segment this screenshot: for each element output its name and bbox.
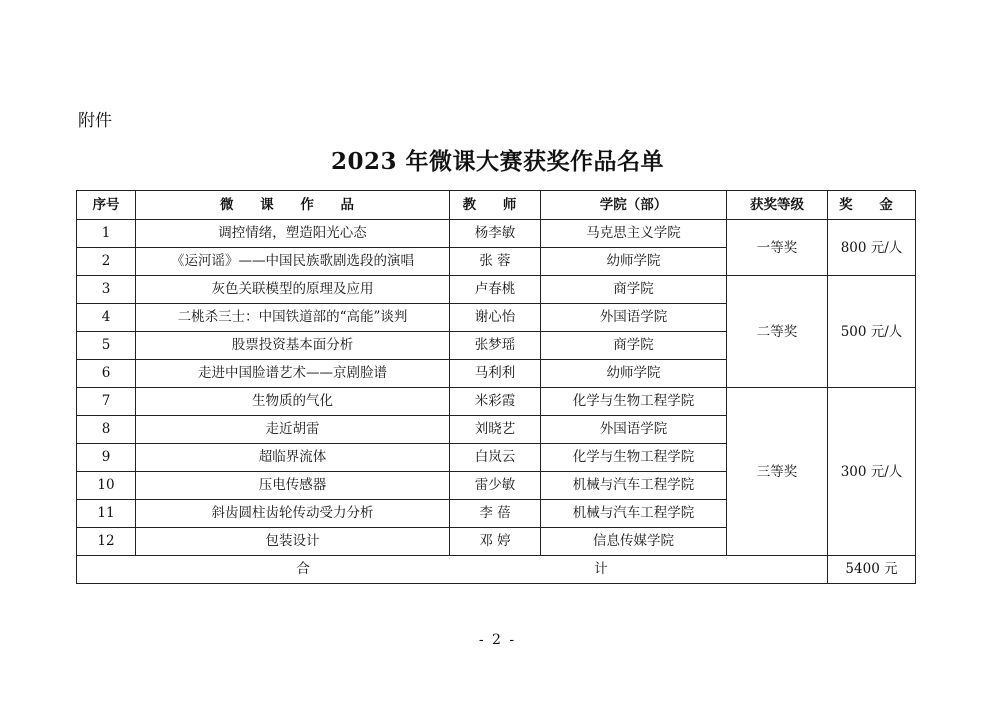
prize-level-third: 三等奖 — [727, 388, 828, 556]
row-no: 6 — [77, 360, 136, 388]
bonus-third: 300 元/人 — [828, 388, 916, 556]
row-college: 化学与生物工程学院 — [541, 388, 727, 416]
header-college: 学院（部） — [541, 191, 727, 220]
prize-level-second: 二等奖 — [727, 276, 828, 388]
row-no: 7 — [77, 388, 136, 416]
row-work: 生物质的气化 — [136, 388, 450, 416]
row-work: 走进中国脸谱艺术——京剧脸谱 — [136, 360, 450, 388]
row-teacher: 杨李敏 — [450, 220, 541, 248]
row-work: 二桃杀三士：中国铁道部的“高能”谈判 — [136, 304, 450, 332]
row-teacher: 李 蓓 — [450, 500, 541, 528]
row-no: 2 — [77, 248, 136, 276]
header-level: 获奖等级 — [727, 191, 828, 220]
row-teacher: 雷少敏 — [450, 472, 541, 500]
row-teacher: 张梦瑶 — [450, 332, 541, 360]
row-no: 5 — [77, 332, 136, 360]
total-row — [77, 556, 916, 584]
row-no: 3 — [77, 276, 136, 304]
row-college: 化学与生物工程学院 — [541, 444, 727, 472]
row-teacher: 张 蓉 — [450, 248, 541, 276]
row-no: 11 — [77, 500, 136, 528]
row-college: 外国语学院 — [541, 304, 727, 332]
row-work: 《运河谣》——中国民族歌剧选段的演唱 — [136, 248, 450, 276]
row-no: 12 — [77, 528, 136, 556]
row-work: 调控情绪，塑造阳光心态 — [136, 220, 450, 248]
row-college: 商学院 — [541, 276, 727, 304]
row-work: 包装设计 — [136, 528, 450, 556]
attachment-label: 附件 — [78, 111, 112, 131]
row-college: 信息传媒学院 — [541, 528, 727, 556]
header-bonus: 奖 金 — [828, 191, 916, 220]
header-teacher: 教 师 — [450, 191, 541, 220]
row-no: 8 — [77, 416, 136, 444]
total-value: 5400 元 — [828, 556, 916, 584]
total-label: 合 计 — [77, 556, 828, 584]
row-teacher: 谢心怡 — [450, 304, 541, 332]
row-teacher: 马利利 — [450, 360, 541, 388]
table-row — [77, 276, 916, 304]
table-row — [77, 220, 916, 248]
row-work: 超临界流体 — [136, 444, 450, 472]
bonus-second: 500 元/人 — [828, 276, 916, 388]
row-teacher: 卢春桃 — [450, 276, 541, 304]
row-work: 股票投资基本面分析 — [136, 332, 450, 360]
row-no: 10 — [77, 472, 136, 500]
row-work: 斜齿圆柱齿轮传动受力分析 — [136, 500, 450, 528]
row-teacher: 白岚云 — [450, 444, 541, 472]
page-number: - 2 - — [478, 632, 517, 648]
row-college: 商学院 — [541, 332, 727, 360]
row-college: 机械与汽车工程学院 — [541, 500, 727, 528]
document-title: 2023 年微课大赛获奖作品名单 — [330, 148, 665, 175]
awards-table — [76, 190, 916, 584]
table-header-row — [77, 191, 916, 220]
row-work: 走近胡雷 — [136, 416, 450, 444]
row-no: 4 — [77, 304, 136, 332]
row-no: 1 — [77, 220, 136, 248]
row-college: 幼师学院 — [541, 360, 727, 388]
header-work: 微 课 作 品 — [136, 191, 450, 220]
row-college: 外国语学院 — [541, 416, 727, 444]
row-work: 灰色关联模型的原理及应用 — [136, 276, 450, 304]
row-teacher: 邓 婷 — [450, 528, 541, 556]
row-no: 9 — [77, 444, 136, 472]
row-teacher: 刘晓艺 — [450, 416, 541, 444]
prize-level-first: 一等奖 — [727, 220, 828, 276]
table-row — [77, 388, 916, 416]
bonus-first: 800 元/人 — [828, 220, 916, 276]
row-work: 压电传感器 — [136, 472, 450, 500]
row-teacher: 米彩霞 — [450, 388, 541, 416]
row-college: 马克思主义学院 — [541, 220, 727, 248]
row-college: 机械与汽车工程学院 — [541, 472, 727, 500]
header-no: 序号 — [77, 191, 136, 220]
row-college: 幼师学院 — [541, 248, 727, 276]
